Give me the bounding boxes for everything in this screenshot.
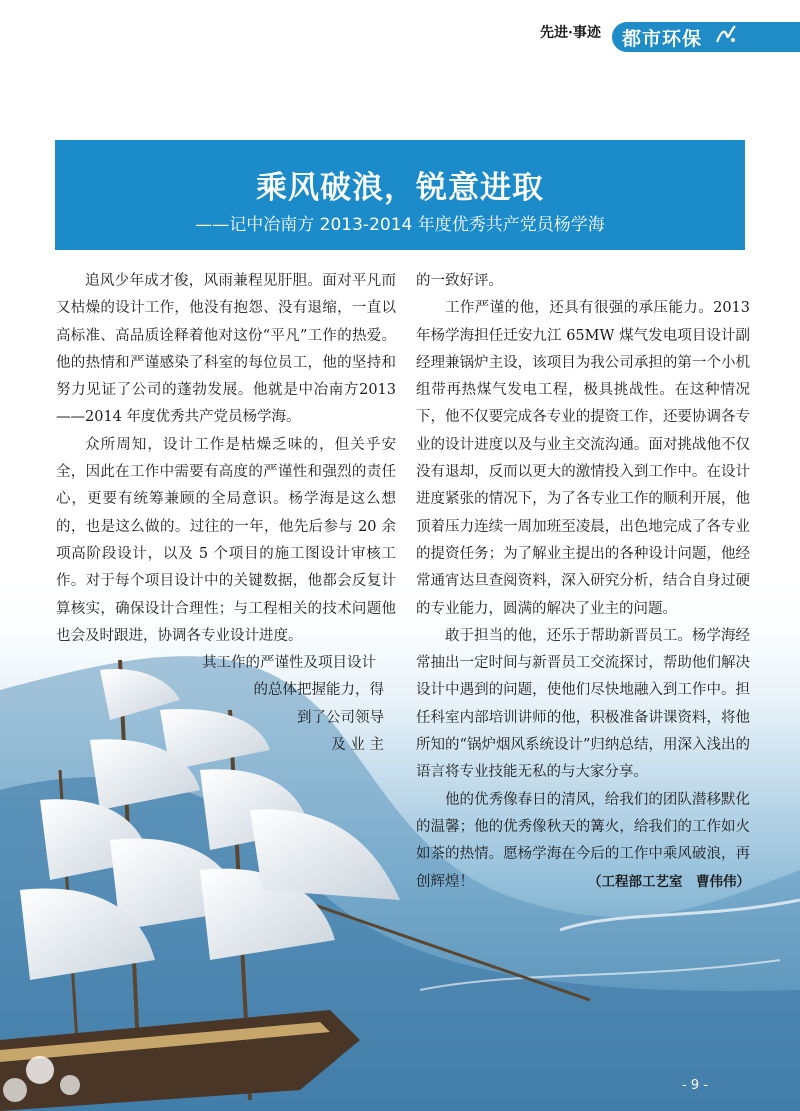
page-number: - 9 - xyxy=(682,1078,708,1093)
magazine-logo-icon xyxy=(713,22,739,48)
paragraph-3-line-3: 到了公司领导 xyxy=(297,709,384,726)
magazine-name: 都市环保 xyxy=(622,28,703,50)
paragraph-1: 追风少年成才俊，风雨兼程见肝胆。面对平凡而又枯燥的设计工作，他没有抱怨、没有退缩，一直以高标准、高品质诠释着他对这份“平凡”工作的热爱。他的热情和严谨感染了科室的每位员工，他的坚持和努力见证了公司的蓬勃发展。他就是中冶南方2013——2014 年度优秀共产党员杨学海。 xyxy=(56,273,396,426)
section-label: 先进·事迹 xyxy=(540,25,601,41)
article-subtitle: ——记中冶南方 2013-2014 年度优秀共产党员杨学海 xyxy=(195,215,605,235)
paragraph-3-line-1: 其工作的严谨性及项目设计 xyxy=(202,655,376,672)
article-title: 乘风破浪，锐意进取 xyxy=(256,170,544,206)
author-signature: （工程部工艺室 曹伟伟） xyxy=(588,873,750,890)
left-column xyxy=(56,268,396,759)
right-column xyxy=(416,268,750,896)
title-box xyxy=(55,140,745,250)
paragraph-3-line-4: 及 业 主 xyxy=(331,737,384,754)
paragraph-2: 众所周知，设计工作是枯燥乏味的，但关乎安全，因此在工作中需要有高度的严谨性和强烈的责任心，更要有统筹兼顾的全局意识。杨学海是这么想的，也是这么做的。过往的一年，他先后参与 20 余项高阶段设计，以及 5 个项目的施工图设计审核工作。对于每个项目设计中的关键数据，他都会反复计算核实，确保设计合理性；与工程相关的技术问题他也会及时跟进，协调各专业设计进度。 xyxy=(56,436,396,644)
paragraph-3-line-2: 的总体把握能力，得 xyxy=(253,682,384,699)
paragraph-5: 敢于担当的他，还乐于帮助新晋员工。杨学海经常抽出一定时间与新晋员工交流探讨，帮助他们解决设计中遇到的问题，使他们尽快地融入到工作中。担任科室内部培训讲师的他，积极准备讲课资料，将他所知的“锅炉烟风系统设计”归纳总结，用深入浅出的语言将专业技能无私的与大家分享。 xyxy=(416,627,750,781)
paragraph-6: 他的优秀像春日的清风，给我们的团队潜移默化的温馨；他的优秀像秋天的篝火，给我们的工作如火如茶的热情。愿杨学海在今后的工作中乘风破浪，再创辉煌！ xyxy=(416,791,750,890)
paragraph-3-continued: 的一致好评。 xyxy=(416,273,503,289)
paragraph-4: 工作严谨的他，还具有很强的承压能力。2013 年杨学海担任迁安九江 65MW 煤气发电项目设计副经理兼锅炉主设，该项目为我公司承担的第一个小机组带再热煤气发电工程，极具挑战性。在这种情况下，他不仅要完成各专业的提资工作，还要协调各专业的设计进度以及与业主交流沟通。面对挑战他不仅没有退却，反而以更大的激情投入到工作中。在设计进度紧张的情况下，为了各专业工作的顺利开展，他顶着压力连续一周加班至凌晨，出色地完成了各专业的提资任务；为了解业主提出的各种设计问题，他经常通宵达旦查阅资料，深入研究分析，结合自身过硬的专业能力，圆满的解决了业主的问题。 xyxy=(416,300,750,617)
